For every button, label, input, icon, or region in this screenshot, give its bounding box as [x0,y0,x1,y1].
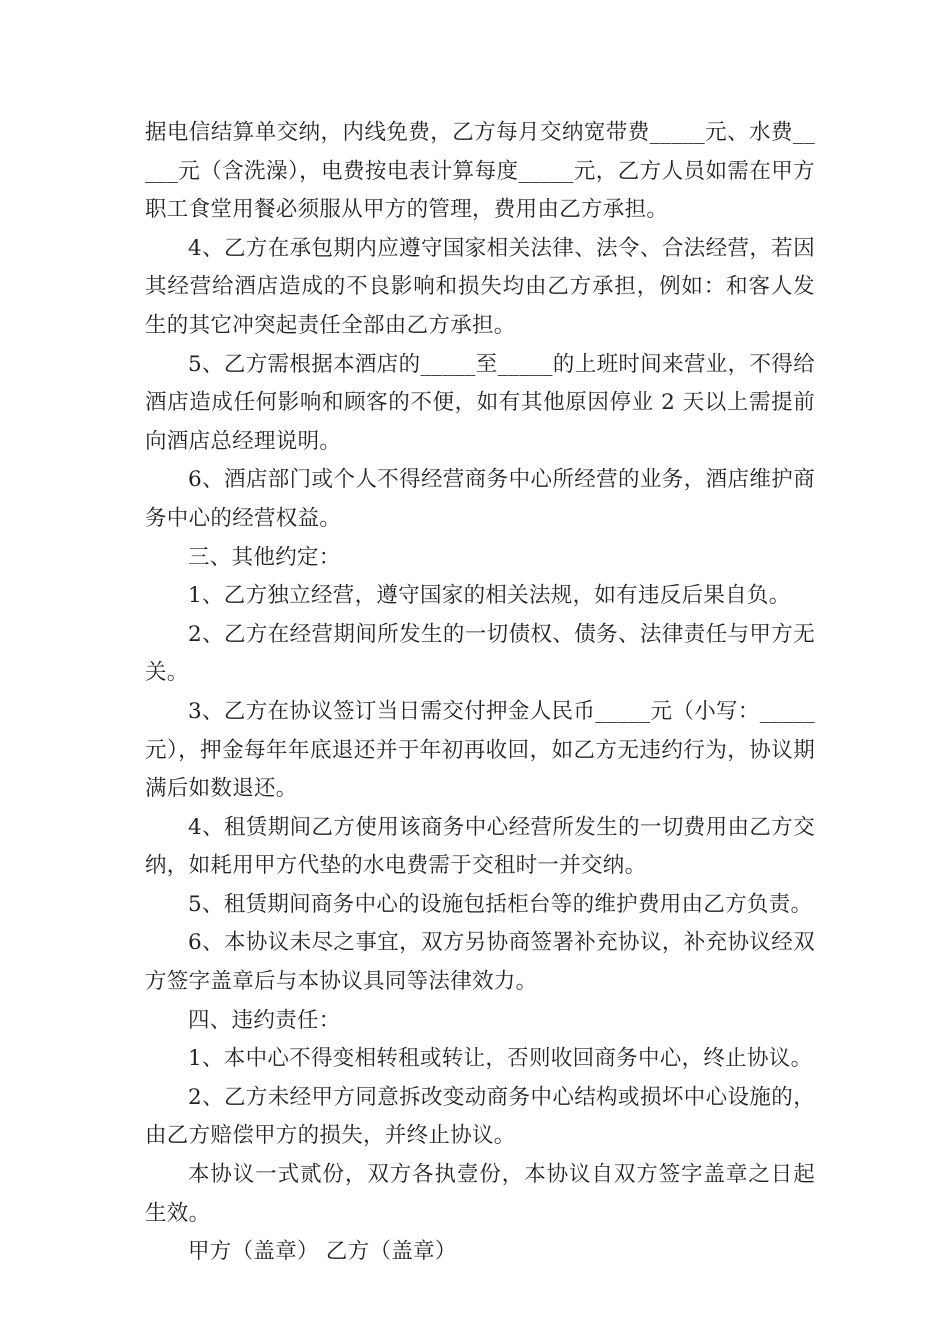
paragraph-14: 2、乙方未经甲方同意拆改变动商务中心结构或损坏中心设施的，由乙方赔偿甲方的损失，并终止协议。 [145,1084,815,1149]
paragraph-4: 6、酒店部门或个人不得经营商务中心所经营的业务，酒店维护商务中心的经营权益。 [145,467,815,531]
paragraph-3: 5、乙方需根据本酒店的_____至_____的上班时间来营业，不得给酒店造成任何影响和顾客的不便，如有其他原因停业 2 天以上需提前向酒店总经理说明。 [145,351,815,454]
paragraph-7: 2、乙方在经营期间所发生的一切债权、债务、法律责任与甲方无关。 [145,621,815,686]
paragraph-10: 5、租赁期间商务中心的设施包括柜台等的维护费用由乙方负责。 [188,891,813,917]
section-heading-breach: 四、违约责任： [188,1007,341,1033]
paragraph-8: 3、乙方在协议签订当日需交付押金人民币_____元（小写：_____元），押金每年年底退还并于年初再收回，如乙方无违约行为，协议期满后如数退还。 [145,698,815,802]
signature-line: 甲方（盖章） 乙方（盖章） [188,1239,457,1265]
paragraph-2: 4、乙方在承包期内应遵守国家相关法律、法令、合法经营，若因其经营给酒店造成的不良影响和损失均由乙方承担，例如：和客人发生的其它冲突起责任全部由乙方承担。 [145,235,815,338]
paragraph-6: 1、乙方独立经营，遵守国家的相关法规，如有违反后果自负。 [188,583,791,609]
paragraph-13: 1、本中心不得变相转租或转让，否则收回商务中心，终止协议。 [188,1046,813,1072]
paragraph-11: 6、本协议未尽之事宜，双方另协商签署补充协议，补充协议经双方签字盖章后与本协议具同等法律效力。 [145,930,815,995]
paragraph-9: 4、租赁期间乙方使用该商务中心经营所发生的一切费用由乙方交纳，如耗用甲方代垫的水电费需于交租时一并交纳。 [145,814,815,879]
document-body [145,114,815,1272]
paragraph-15: 本协议一式贰份，双方各执壹份，本协议自双方签字盖章之日起生效。 [145,1162,815,1226]
section-heading-other-terms: 三、其他约定： [188,544,341,570]
paragraph-1: 据电信结算单交纳，内线免费，乙方每月交纳宽带费_____元、水费_____元（含洗澡），电费按电表计算每度_____元，乙方人员如需在甲方职工食堂用餐必须服从甲方的管理，费用由乙方承担。 [145,120,815,223]
